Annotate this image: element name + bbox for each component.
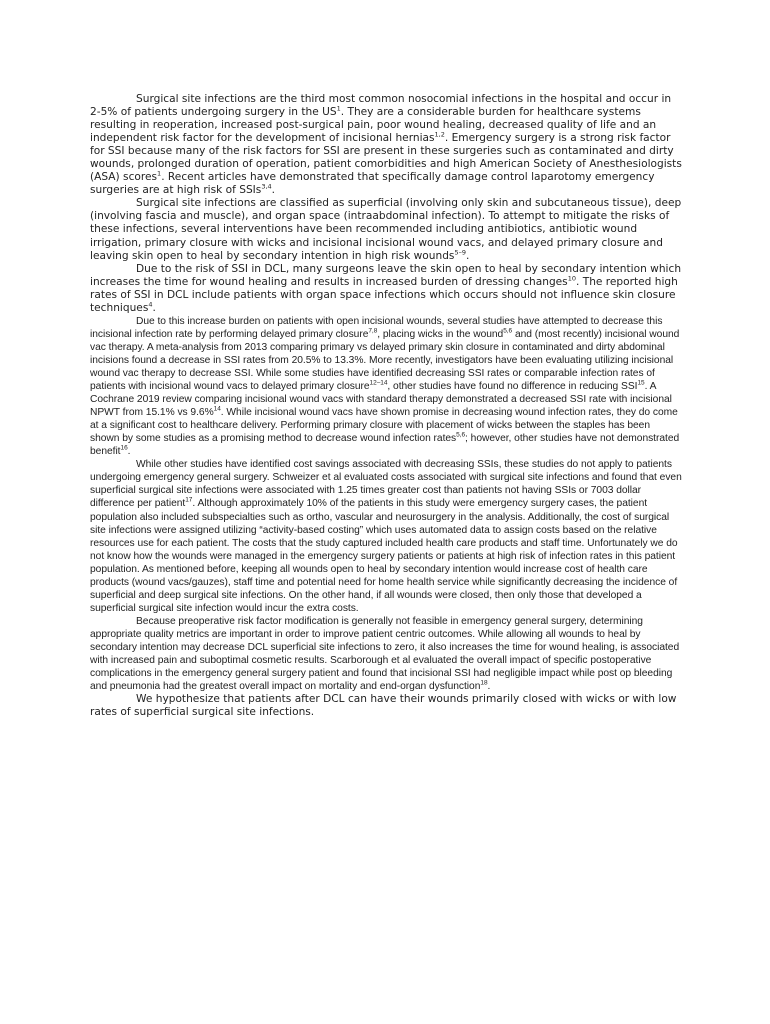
citation-superscript: 14 [213, 405, 221, 413]
text-run: . While incisional wound vacs have shown promise in decreasing wound infection rates, they do come at a significant cost to healthcare delivery. Performing primary closure with placement of wicks between the staples has been shown by some studies as a promising method to decrease wound infection rates [90, 407, 678, 445]
citation-superscript: 18 [480, 679, 488, 687]
text-run: and (most recently) incisional wound vac therapy. A meta-analysis from 2013 comparing primary vs delayed primary skin closure in contaminated and dirty abdominal incisions found a decrease in SSI rates from 20.5% to 13.3%. More recently, investigators have been evaluating utilizing incisional wound vac therapy to decrease SSI. While some studies have identified decreasing SSI rates or comparable infection rates of patients with incisional wound vacs to delayed primary closure [90, 328, 680, 393]
citation-superscript: 1 [336, 104, 341, 113]
citation-superscript: 5–9 [454, 248, 466, 257]
text-run: . A Cochrane 2019 review comparing incisional wound vacs with standard therapy demonstrated a decreased SSI rate with incisional NPWT from 15.1% vs 9.6% [90, 381, 672, 419]
paragraph-p6 [90, 615, 682, 693]
text-run: . Recent articles have demonstrated that specifically damage control laparotomy emergency surgeries are at high risk of SSIs [90, 171, 655, 197]
citation-superscript: 3,4 [261, 182, 272, 191]
citation-superscript: 15 [637, 379, 645, 387]
citation-superscript: 17 [185, 497, 193, 505]
citation-superscript: 1,2 [434, 130, 445, 139]
citation-superscript: 4 [148, 300, 153, 309]
citation-superscript: 10 [567, 274, 576, 283]
citation-superscript: 5,6 [503, 327, 513, 335]
document-body [90, 93, 682, 719]
text-run: . Although approximately 10% of the patients in this study were emergency surgery cases, the patient population also included subspecialties such as ortho, vascular and neurosurgery in the analysis. Additionally, the cost of surgical site infections were assigned utilizing “activity-based costing” which uses automated data to assign costs based on the relative resources use for each patient. The costs that the study captured included health care products and staff time. Unfortunately we do not know how the wounds were managed in the emergency surgery patients or patients at high risk of infection rates in this patient population. As mentioned before, keeping all wounds open to heal by secondary intention would increase cost of health care products (wound vacs/gauzes), staff time and potential need for home health service while significantly decreasing the incidence of superficial and deep surgical site infections. On the other hand, if all wounds were closed, then only those that developed a superficial surgical site infection would incur the extra costs. [90, 498, 678, 614]
paragraph-p4 [90, 315, 682, 459]
text-run: While other studies have identified cost savings associated with decreasing SSIs, these studies do not apply to patients undergoing emergency general surgery. Schweizer et al evaluated costs associated with surgical site infections and found that even superficial surgical site infections were associated with 1.25 times greater cost than patients not having SSIs or 7003 dollar difference per patient [90, 459, 682, 510]
text-run: Surgical site infections are classified as superficial (involving only skin and subcutaneous tissue), deep (involving fascia and muscle), and organ space (intraabdominal infection). To attempt to mitigate the risks of these infections, several interventions have been recommended including antibiotics, antibiotic wound irrigation, primary closure with wicks and incisional incisional wound vacs, and delayed primary closure and leaving skin open to heal by secondary intention in high risk wounds [90, 197, 682, 262]
text-run: Because preoperative risk factor modification is generally not feasible in emergency general surgery, determining appropriate quality metrics are important in order to improve patient centric outcomes. While allowing all wounds to heal by secondary intention may decrease DCL superficial site infections to zero, it also increases the time for wound healing, is associated with increased pain and suboptimal cosmetic results. Scarborough et al evaluated the overall impact of specific postoperative complications in the emergency general surgery patient and found that incisional SSI had negligible impact while post op bleeding and pneumonia had the greatest overall impact on mortality and end-organ dysfunction [90, 615, 680, 693]
citation-superscript: 16 [120, 444, 128, 452]
paragraph-p2 [90, 197, 682, 262]
text-run: . [487, 681, 491, 693]
text-run: Surgical site infections are the third most common nosocomial infections in the hospital and occur in 2-5% of patients undergoing surgery in the US [90, 93, 672, 119]
paragraph-p7 [90, 693, 682, 719]
text-run: , other studies have found no difference in reducing SSI [387, 381, 638, 393]
citation-superscript: 1 [157, 169, 162, 178]
text-run: . [465, 249, 470, 262]
text-run: Due to the risk of SSI in DCL, many surgeons leave the skin open to heal by secondary intention which increases the time for wound healing and results in increased burden of dressing changes [90, 262, 682, 288]
text-run: . [127, 446, 131, 458]
citation-superscript: 7,8 [368, 327, 378, 335]
paragraph-p1 [90, 93, 682, 197]
text-run: . [152, 301, 156, 314]
text-run: ; however, other studies have not demonstrated benefit [90, 433, 680, 458]
citation-superscript: 5,6 [456, 431, 466, 439]
paragraph-p5 [90, 458, 682, 615]
paragraph-p3 [90, 263, 682, 315]
text-run: . The reported high rates of SSI in DCL include patients with organ space infections which occurs should not influence skin closure techniques [90, 275, 678, 314]
text-run: Due to this increase burden on patients with open incisional wounds, several studies have attempted to decrease this incisional infection rate by performing delayed primary closure [90, 315, 663, 340]
text-run: We hypothesize that patients after DCL can have their wounds primarily closed with wicks or with low rates of superficial surgical site infections. [90, 693, 677, 719]
text-run: . [271, 184, 276, 197]
citation-superscript: 12–14 [369, 379, 388, 387]
text-run: . Emergency surgery is a strong risk factor for SSI because many of the risk factors for SSI are present in these surgeries such as contaminated and dirty wounds, prolonged duration of operation, patient comorbidities and high American Society of Anesthesiologists (ASA) scores [90, 132, 682, 184]
text-run: , placing wicks in the wound [377, 328, 504, 340]
text-run: . They are a considerable burden for healthcare systems resulting in reoperation, increased post-surgical pain, poor wound healing, decreased quality of life and an independent risk factor for the development of incisional hernias [90, 106, 657, 145]
